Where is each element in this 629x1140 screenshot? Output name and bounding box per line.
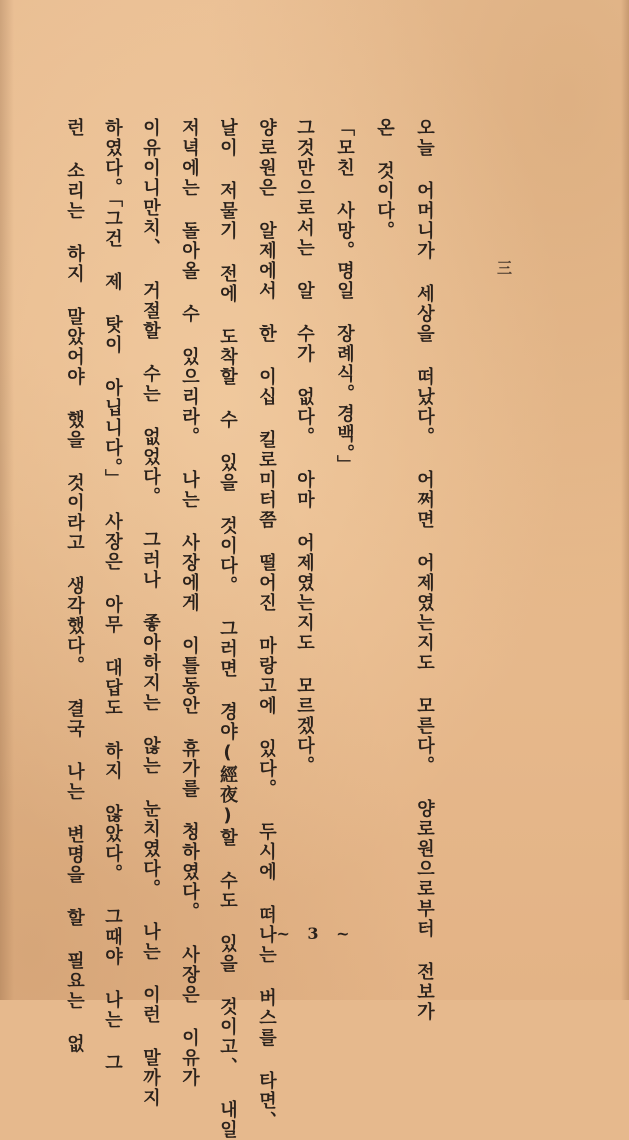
text-line-4: 그것만으로서는 알 수가 없다。 아마 어제였는지도 모르겠다。 [294, 118, 315, 776]
page-edge [621, 0, 629, 1000]
text-line-1: 오늘 어머니가 세상을 떠났다。 어쩌면 어제였는지도 모른다。 양로원으로부터 전보가 [414, 118, 435, 1022]
chapter-mark: 三 [497, 259, 513, 277]
text-line-5: 양로원은 알제에서 한 이십 킬로미터쯤 떨어진 마랑고에 있다。 두시에 떠나는 버스를 타면、 [256, 118, 277, 1131]
text-line-9: 하였다。「그건 제 탓이 아닙니다。」 사장은 아무 대답도 하지 않았다。 그때야 나는 그 [102, 118, 123, 1073]
text-line-3: 「모친 사망。명일 장례식。경백。」 [334, 118, 355, 475]
text-line-10: 런 소리는 하지 말았어야 했을 것이라고 생각했다。 결국 나는 변명을 할 필요는 없 [64, 118, 85, 1054]
text-line-6: 날이 저물기 전에 도착할 수 있을 것이다。 그러면 경야(經夜)할 수도 있을 것이고、 내일 [217, 118, 238, 1140]
text-line-8: 이유이니만치、 거절할 수는 없었다。 그러나 좋아하지는 않는 눈치였다。 나는 이런 말까지 [140, 118, 161, 1108]
binding-shadow [0, 0, 14, 1000]
page-number: ~ 3 ~ [276, 924, 356, 943]
text-line-2: 온 것이다。 [374, 118, 395, 241]
text-line-7: 저녁에는 돌아올 수 있으리라。 나는 사장에게 이틀동안 휴가를 청하였다。 사장은 이유가 [179, 118, 200, 1088]
